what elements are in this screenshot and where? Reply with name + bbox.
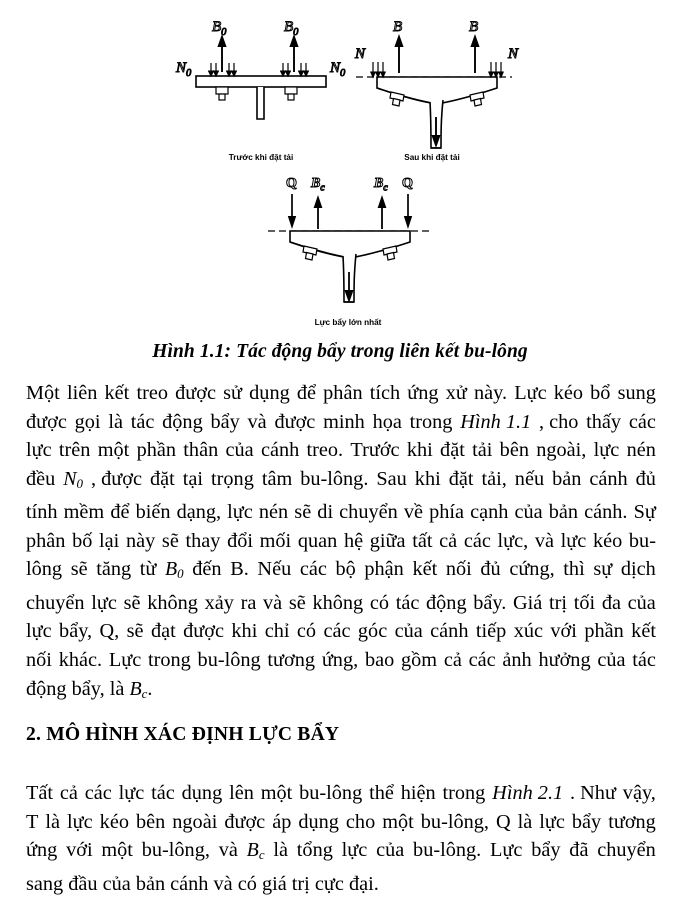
label-Q-right: Q <box>402 176 413 191</box>
figure-caption: Hình 1.1: Tác động bẩy trong liên kết bu-lông <box>152 341 528 362</box>
label-N-right-after: N <box>508 46 519 62</box>
figure-1-1-drawing <box>0 0 680 336</box>
figure-1-1 <box>0 0 680 336</box>
panel-label-before-loading: Trước khi đặt tải <box>228 153 294 162</box>
paragraph-prying-model <box>26 779 656 898</box>
bolt-left-prying <box>303 246 317 260</box>
label-B-left-after: B <box>393 19 403 35</box>
contact-force-arrows-left-after <box>371 62 386 77</box>
label-B0-left: $B_0$ <box>212 19 227 38</box>
bolt-right-deformed <box>470 92 484 106</box>
label-N-left-after: N <box>355 46 366 62</box>
label-N0-left: $N_0$ <box>176 60 192 79</box>
panel-label-maximum-prying: Lực bẩy lớn nhất <box>314 318 382 327</box>
text-line: tính mềm để biến dạng, lực nén sẽ di chuyển về phía cạnh của bản cánh. Sự <box>26 501 656 524</box>
text-line: lông sẽ tăng từ $B_0$ đến B. Nếu các bộ phận kết nối đủ cứng, thì sự dịch <box>26 558 656 582</box>
flange-plate-undeformed <box>196 76 326 87</box>
text-line: đều $N_0$ , được đặt tại trọng tâm bu-lông. Sau khi đặt tải, nếu bản cánh đủ <box>26 467 656 491</box>
paragraph-prying-description <box>26 379 656 708</box>
bolt-force-arrow-right-after <box>470 34 479 73</box>
web-stem-undeformed <box>257 87 264 119</box>
bolt-left-deformed <box>390 92 404 106</box>
text-line: T là lực kéo bên ngoài được áp dụng cho một bu-lông, Q là lực bẩy tương <box>26 810 656 833</box>
label-B0-right: $B_0$ <box>284 19 299 38</box>
bolt-left-undeformed <box>216 87 228 100</box>
bolt-force-arrow-right <box>289 34 298 72</box>
text-line: Tất cả các lực tác dụng lên một bu-lông thể hiện trong Hình 2.1 . Như vậy, <box>26 782 656 804</box>
label-Bc-left: $B_c$ <box>311 176 325 194</box>
panel-before-loading <box>175 19 346 119</box>
prying-force-arrow-left <box>288 194 296 229</box>
label-N0-right: $N_0$ <box>330 60 346 79</box>
text-line: được gọi là tác động bẩy và được minh họa trong Hình 1.1 , cho thấy các <box>26 410 656 433</box>
prying-force-arrow-right <box>404 194 412 229</box>
bolt-force-arrow-left-after <box>394 34 403 73</box>
panel-after-loading <box>354 19 519 148</box>
bolt-force-arrow-right-prying <box>378 195 387 229</box>
panel-maximum-prying <box>268 176 432 303</box>
text-line: sang đầu của bản cánh và có giá trị cực đại. <box>26 872 379 895</box>
panel-label-after-loading: Sau khi đặt tải <box>404 153 460 162</box>
text-line: nối khác. Lực trong bu-lông tương ứng, bao gồm cả các ảnh hưởng của tác <box>26 649 656 672</box>
label-B-right-after: B <box>469 19 479 35</box>
label-Q-left: Q <box>286 176 297 191</box>
contact-force-arrows-right-after <box>489 62 504 77</box>
bolt-right-undeformed <box>285 87 297 100</box>
section-heading-2: 2. MÔ HÌNH XÁC ĐỊNH LỰC BẨY <box>26 724 340 745</box>
text-line: chuyển lực sẽ không xảy ra và sẽ không có tác động bẩy. Giá trị tối đa của <box>26 591 656 614</box>
label-Bc-right: $B_c$ <box>374 176 388 194</box>
bolt-force-arrow-left-prying <box>314 195 323 229</box>
text-line: ứng với một bu-lông, và $B_c$ là tổng lực của bu-lông. Lực bẩy đã chuyển <box>26 839 656 863</box>
text-line: lực trên một phần thân của cánh treo. Trước khi đặt tải bên ngoài, lực nén <box>26 439 656 462</box>
text-line: Một liên kết treo được sử dụng để phân tích ứng xử này. Lực kéo bổ sung <box>26 382 656 404</box>
text-line: động bẩy, là $B_c$. <box>26 677 153 701</box>
text-line: phân bố lại này sẽ thay đổi mối quan hệ giữa tất cả các lực, và lực kéo bu- <box>26 529 656 552</box>
text-line: lực bẩy, Q, sẽ đạt được khi chỉ có các góc của cánh tiếp xúc với phần kết <box>26 620 656 643</box>
bolt-right-prying <box>383 246 397 260</box>
bolt-force-arrow-left <box>217 34 226 72</box>
